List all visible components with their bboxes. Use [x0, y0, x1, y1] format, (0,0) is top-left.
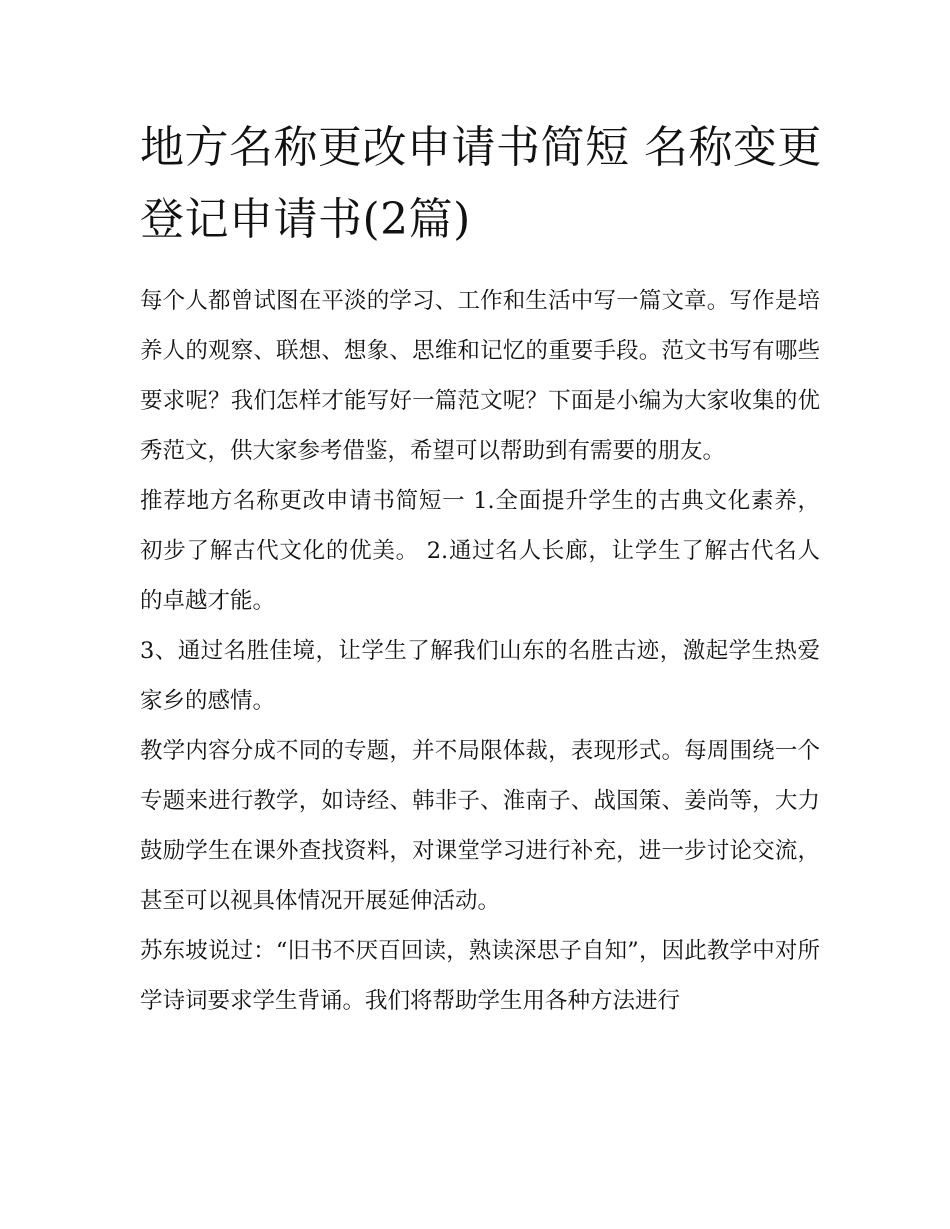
paragraph-quote: 苏东坡说过：“旧书不厌百回读，熟读深思子自知”，因此教学中对所学诗词要求学生背诵。我们将帮助学生用各种方法进行 [140, 938, 820, 1014]
paragraph-scenic: 3、通过名胜佳境，让学生了解我们山东的名胜古迹，激起学生热爱家乡的感情。 [140, 638, 820, 714]
paragraph-recommend: 推荐地方名称更改申请书简短一 1.全面提升学生的古典文化素养，初步了解古代文化的优美。 2.通过名人长廊，让学生了解古代名人的卓越才能。 [140, 488, 820, 614]
document-body [140, 276, 820, 1026]
paragraph-intro: 每个人都曾试图在平淡的学习、工作和生活中写一篇文章。写作是培养人的观察、联想、想象、思维和记忆的重要手段。范文书写有哪些要求呢？我们怎样才能写好一篇范文呢？下面是小编为大家收集的优秀范文，供大家参考借鉴，希望可以帮助到有需要的朋友。 [140, 288, 820, 464]
document-title: 地方名称更改申请书简短 名称变更登记申请书(2篇) [140, 122, 822, 245]
paragraph-teaching: 教学内容分成不同的专题，并不局限体裁，表现形式。每周围绕一个专题来进行教学，如诗经、韩非子、淮南子、战国策、姜尚等，大力鼓励学生在课外查找资料，对课堂学习进行补充，进一步讨论交流，甚至可以视具体情况开展延伸活动。 [140, 738, 820, 914]
